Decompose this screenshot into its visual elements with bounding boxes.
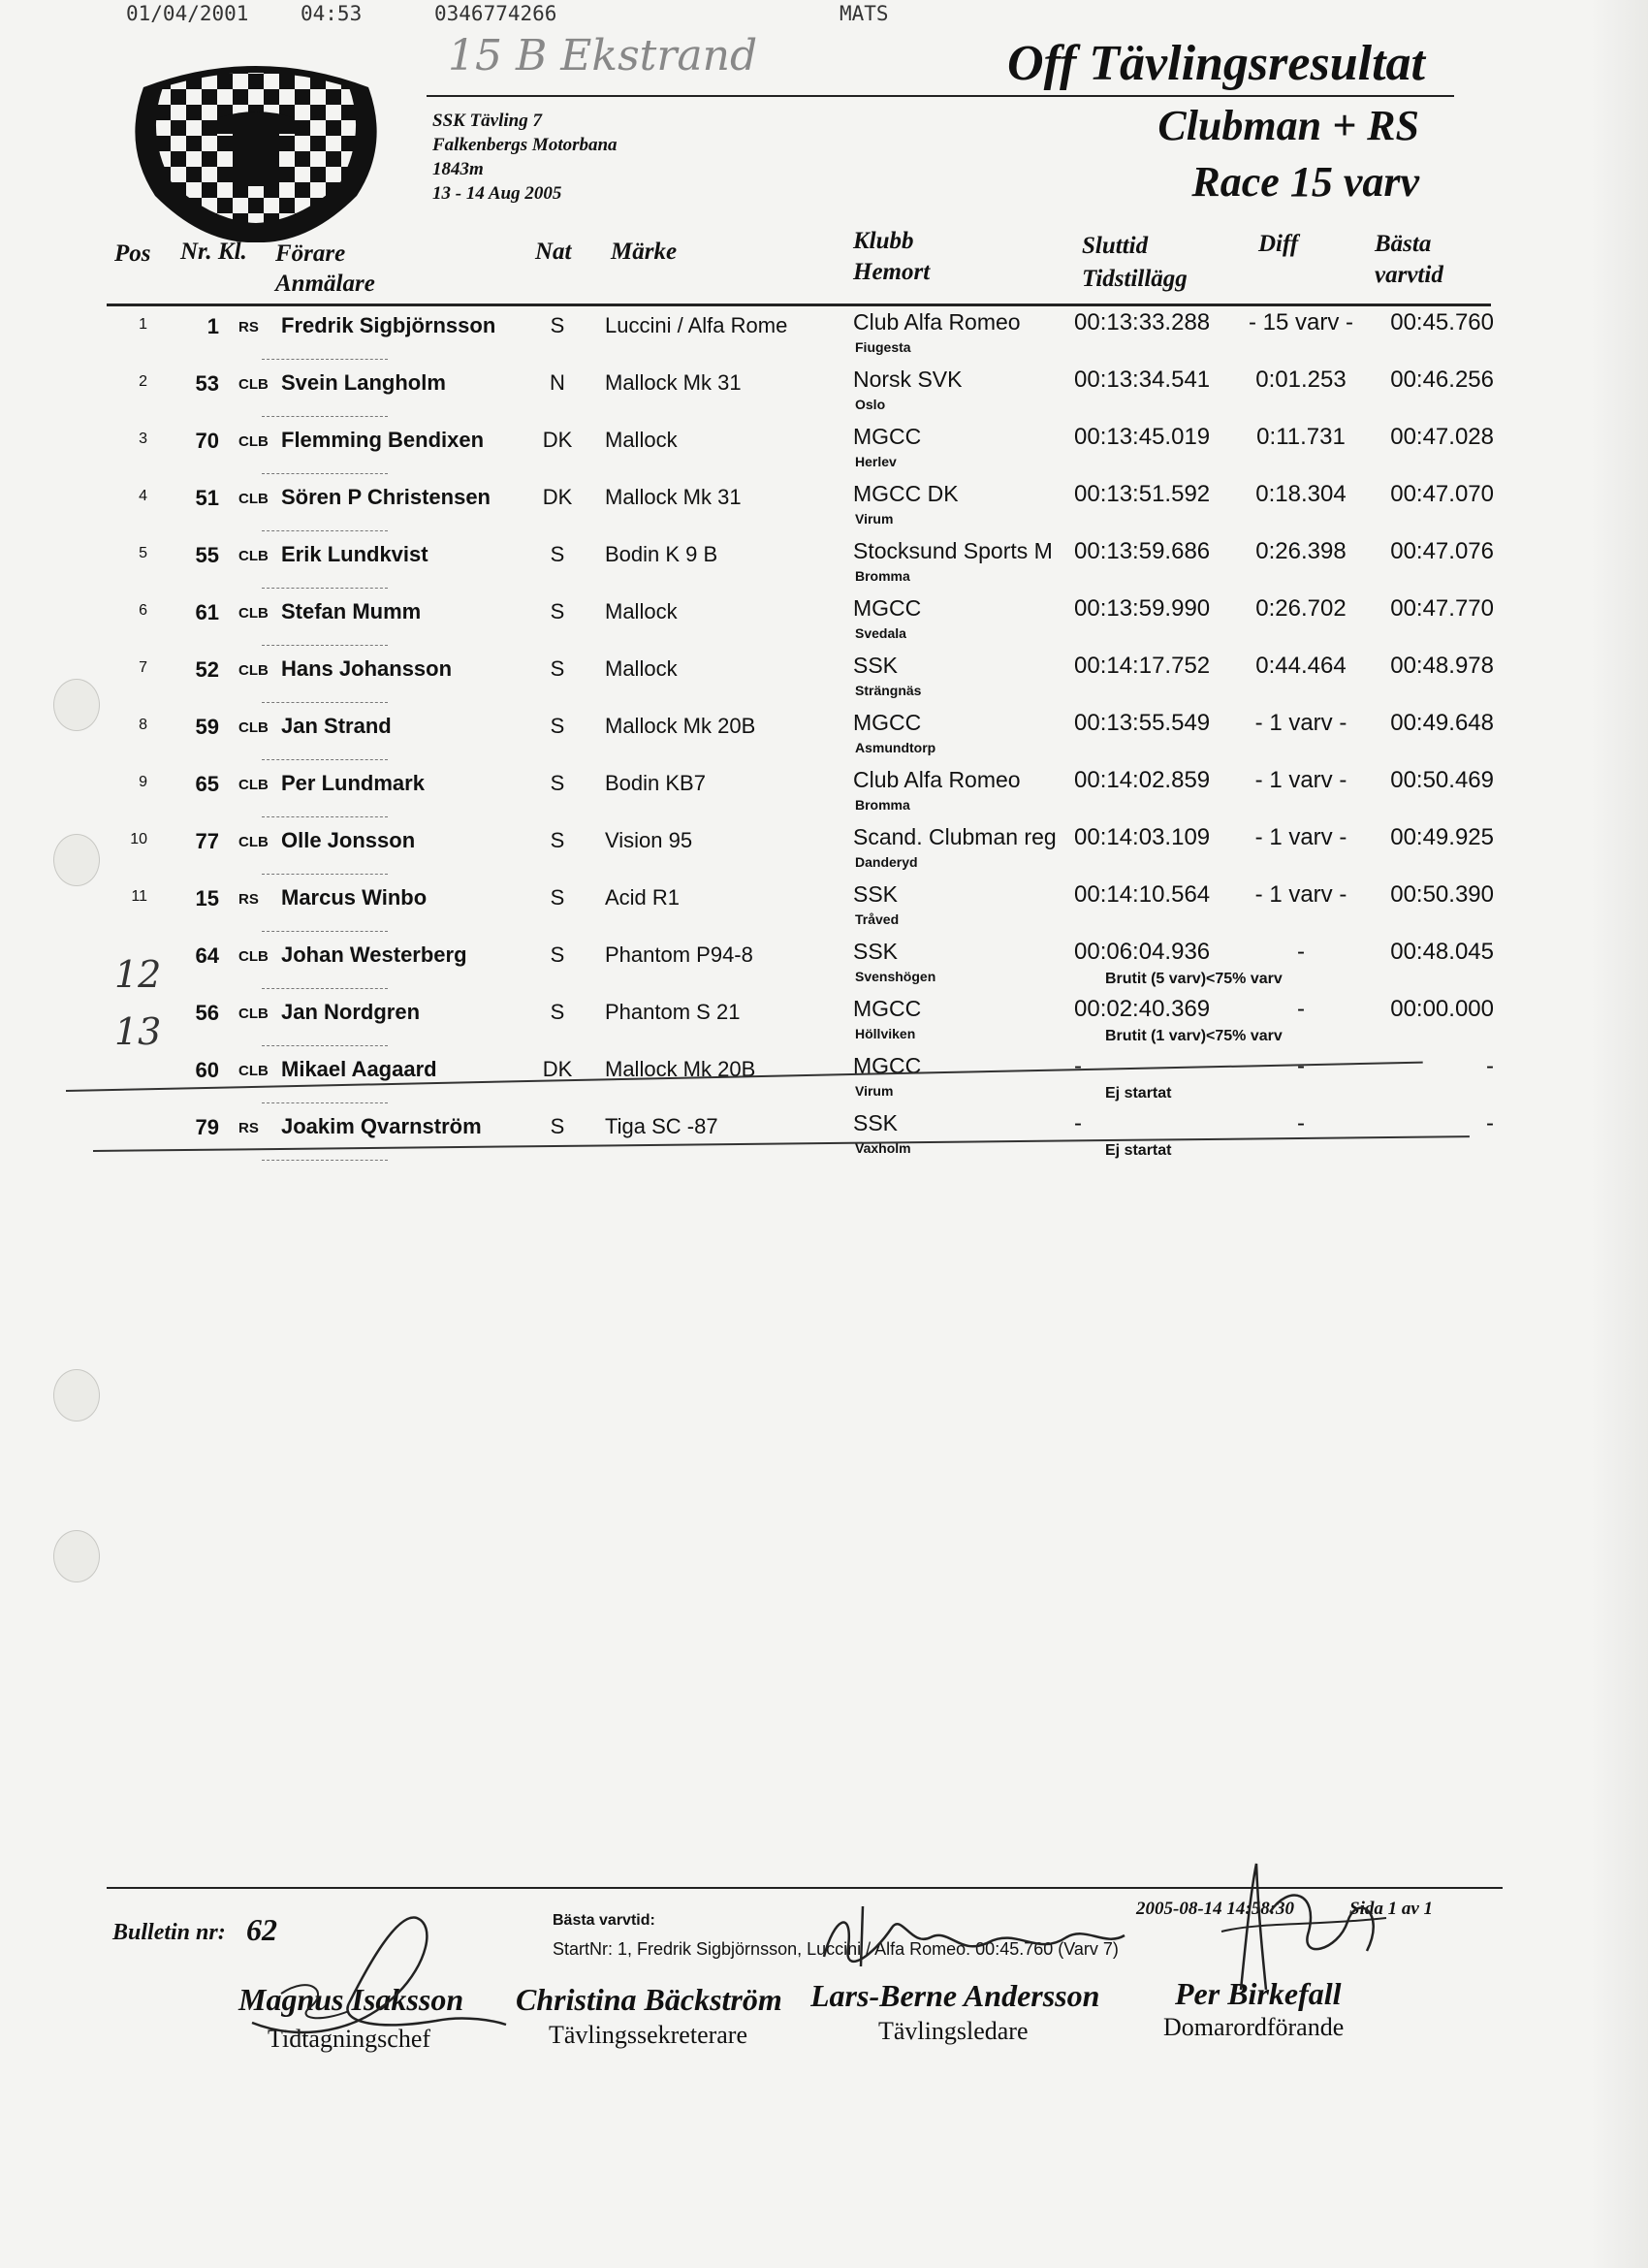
- best-lap-label: Bästa varvtid:: [553, 1912, 655, 1929]
- result-nr: 65: [195, 772, 219, 796]
- result-nat: S: [550, 313, 565, 337]
- result-club: SSK: [853, 881, 899, 907]
- result-time: 00:13:45.019: [1074, 424, 1211, 450]
- result-club: Scand. Clubman reg: [853, 824, 1057, 849]
- result-time: 00:13:34.541: [1074, 367, 1211, 393]
- official-role-1: Tidtagningschef: [268, 2025, 431, 2053]
- table-row: [0, 993, 1648, 1053]
- result-nr: 51: [195, 486, 219, 510]
- result-nat: S: [550, 885, 565, 910]
- result-pos: 3: [139, 431, 147, 447]
- result-diff: - 1 varv -: [1254, 710, 1347, 736]
- result-best-lap: 00:47.028: [1390, 424, 1494, 450]
- row-divider: [262, 1160, 388, 1161]
- col-club: Klubb: [853, 228, 914, 254]
- result-best-lap: 00:49.925: [1390, 824, 1494, 850]
- binder-hole: [53, 834, 100, 886]
- result-club: Norsk SVK: [853, 367, 963, 392]
- result-diff: 0:26.702: [1255, 595, 1347, 622]
- result-driver: Mikael Aagaard: [281, 1057, 437, 1081]
- result-home: Virum: [855, 1083, 894, 1099]
- row-divider: [262, 473, 388, 474]
- result-home: Bromma: [855, 568, 910, 584]
- result-diff: 0:26.398: [1255, 538, 1347, 564]
- result-class: CLB: [238, 662, 269, 679]
- result-club: MGCC: [853, 710, 922, 735]
- result-pos: 9: [139, 774, 147, 790]
- row-divider: [262, 416, 388, 417]
- result-diff: 0:11.731: [1256, 424, 1346, 450]
- page-indicator: Sida 1 av 1: [1349, 1899, 1434, 1919]
- print-stamp: 2005-08-14 14:58:30: [1136, 1899, 1295, 1919]
- col-nat: Nat: [535, 239, 572, 265]
- result-club: MGCC: [853, 424, 922, 449]
- official-role-4: Domarordförande: [1163, 2013, 1345, 2041]
- result-nr: 52: [195, 657, 219, 682]
- result-time: 00:13:51.592: [1074, 481, 1211, 507]
- result-make: Bodin K 9 B: [605, 542, 718, 566]
- result-time: -: [1074, 1053, 1082, 1079]
- row-divider: [262, 759, 388, 760]
- result-pos: 6: [139, 602, 147, 619]
- row-divider: [262, 1045, 388, 1046]
- result-class: CLB: [238, 1063, 269, 1079]
- result-pos: 8: [139, 717, 147, 733]
- event-track: Falkenbergs Motorbana: [432, 135, 618, 155]
- row-divider: [262, 645, 388, 646]
- result-nr: 15: [195, 886, 219, 910]
- result-best-lap: 00:49.648: [1390, 710, 1494, 736]
- result-best-lap: -: [1486, 1110, 1494, 1136]
- race-title: Race 15 varv: [1191, 158, 1419, 206]
- result-home: Herlev: [855, 454, 897, 469]
- result-club: MGCC: [853, 996, 922, 1021]
- handwritten-position: 13: [114, 1010, 162, 1053]
- result-driver: Hans Johansson: [281, 656, 453, 681]
- result-pos: 4: [139, 488, 147, 504]
- result-club: MGCC: [853, 595, 922, 621]
- result-nr: 1: [206, 314, 219, 338]
- result-nat: S: [550, 828, 565, 852]
- result-nr: 70: [195, 429, 219, 453]
- class-title: Clubman + RS: [1157, 102, 1419, 149]
- col-time-addition: Tidstillägg: [1082, 266, 1188, 292]
- result-nat: S: [550, 542, 565, 566]
- result-best-lap: -: [1486, 1053, 1494, 1079]
- result-diff: -: [1297, 996, 1305, 1022]
- signature-magnus: [242, 1906, 514, 2052]
- document-title: Off Tävlingsresultat: [1007, 36, 1425, 91]
- result-class: CLB: [238, 834, 269, 850]
- result-nr: 55: [195, 543, 219, 567]
- official-role-2: Tävlingssekreterare: [549, 2021, 748, 2049]
- best-lap-text: StartNr: 1, Fredrik Sigbjörnsson, Luccini / Alfa Romeo: 00:45.760 (Varv 7): [553, 1939, 1119, 1959]
- result-class: RS: [238, 891, 259, 908]
- result-nr: 64: [195, 943, 219, 968]
- result-nr: 77: [195, 829, 219, 853]
- result-diff: - 1 varv -: [1254, 824, 1347, 850]
- result-note: Brutit (5 varv)<75% varv: [1105, 971, 1283, 987]
- result-best-lap: 00:47.770: [1390, 595, 1494, 622]
- table-row: [0, 535, 1648, 592]
- result-make: Tiga SC -87: [605, 1114, 718, 1138]
- result-club: SSK: [853, 939, 899, 964]
- result-class: CLB: [238, 491, 269, 507]
- result-driver: Erik Lundkvist: [281, 542, 428, 566]
- fax-number: 0346774266: [434, 2, 557, 25]
- result-driver: Flemming Bendixen: [281, 428, 485, 452]
- col-time: Sluttid: [1082, 233, 1149, 259]
- result-nr: 79: [195, 1115, 219, 1139]
- table-row: [0, 306, 1648, 364]
- result-make: Mallock Mk 20B: [605, 1057, 756, 1081]
- result-home: Vaxholm: [855, 1140, 911, 1156]
- table-row: [0, 936, 1648, 996]
- result-make: Mallock Mk 31: [605, 370, 742, 395]
- result-make: Mallock: [605, 428, 678, 452]
- result-best-lap: 00:50.390: [1390, 881, 1494, 908]
- result-class: CLB: [238, 605, 269, 622]
- result-driver: Per Lundmark: [281, 771, 425, 795]
- result-pos: 5: [139, 545, 147, 561]
- bulletin-label: Bulletin nr:: [112, 1920, 226, 1945]
- result-nat: DK: [542, 485, 573, 509]
- result-best-lap: 00:48.045: [1390, 939, 1494, 965]
- result-pos: 11: [131, 888, 147, 905]
- row-divider: [262, 359, 388, 360]
- result-diff: 0:18.304: [1255, 481, 1347, 507]
- result-note: Ej startat: [1105, 1085, 1172, 1102]
- col-pos: Pos: [114, 240, 151, 267]
- result-club: SSK: [853, 1110, 899, 1135]
- result-nat: DK: [542, 1057, 573, 1081]
- result-home: Svedala: [855, 625, 906, 641]
- table-row: [0, 592, 1648, 650]
- result-home: Virum: [855, 511, 894, 527]
- result-driver: Jan Strand: [281, 714, 392, 738]
- result-best-lap: 00:45.760: [1390, 309, 1494, 335]
- result-diff: -: [1297, 1110, 1305, 1136]
- result-best-lap: 00:00.000: [1390, 996, 1494, 1022]
- official-name-4: Per Birkefall: [1175, 1976, 1342, 2011]
- result-home: Danderyd: [855, 854, 918, 870]
- official-name-2: Christina Bäckström: [516, 1982, 782, 2017]
- col-nr-kl: Nr. Kl.: [180, 239, 247, 265]
- result-home: Asmundtorp: [855, 740, 936, 755]
- result-class: CLB: [238, 719, 269, 736]
- table-row: [0, 1050, 1648, 1107]
- result-nr: 60: [195, 1058, 219, 1082]
- row-divider: [262, 588, 388, 589]
- fax-date: 01/04/2001: [126, 2, 249, 25]
- result-club: Club Alfa Romeo: [853, 309, 1021, 335]
- result-class: CLB: [238, 948, 269, 965]
- result-pos: 2: [139, 373, 147, 390]
- result-time: 00:06:04.936: [1074, 939, 1211, 965]
- result-driver: Joakim Qvarnström: [281, 1114, 482, 1138]
- result-best-lap: 00:50.469: [1390, 767, 1494, 793]
- result-diff: 0:01.253: [1255, 367, 1347, 393]
- event-dates: 13 - 14 Aug 2005: [432, 183, 562, 204]
- result-club: MGCC DK: [853, 481, 959, 506]
- fax-header: [126, 2, 1590, 27]
- result-home: Oslo: [855, 397, 886, 412]
- result-class: CLB: [238, 376, 269, 393]
- result-club: MGCC: [853, 1053, 922, 1078]
- result-nr: 61: [195, 600, 219, 624]
- result-nat: S: [550, 1000, 565, 1024]
- result-nat: S: [550, 656, 565, 681]
- result-diff: -: [1297, 939, 1305, 965]
- official-name-3: Lars-Berne Andersson: [810, 1978, 1100, 2013]
- result-home: Strängnäs: [855, 683, 922, 698]
- table-row: [0, 878, 1648, 936]
- row-divider: [262, 1102, 388, 1103]
- result-make: Mallock Mk 31: [605, 485, 742, 509]
- event-name: SSK Tävling 7: [432, 111, 542, 131]
- table-row: [0, 478, 1648, 535]
- club-logo: [124, 58, 388, 242]
- row-divider: [262, 702, 388, 703]
- result-time: 00:14:17.752: [1074, 653, 1211, 679]
- result-time: 00:13:55.549: [1074, 710, 1211, 736]
- result-home: Höllviken: [855, 1026, 916, 1041]
- result-nat: S: [550, 599, 565, 623]
- result-best-lap: 00:47.070: [1390, 481, 1494, 507]
- result-make: Phantom S 21: [605, 1000, 741, 1024]
- table-row: [0, 364, 1648, 421]
- result-class: CLB: [238, 1006, 269, 1022]
- fax-time: 04:53: [301, 2, 363, 25]
- row-divider: [262, 530, 388, 531]
- result-diff: - 1 varv -: [1254, 767, 1347, 793]
- result-nr: 53: [195, 371, 219, 396]
- col-driver: Förare: [275, 240, 346, 267]
- result-time: 00:13:59.990: [1074, 595, 1211, 622]
- result-nat: N: [550, 370, 565, 395]
- result-diff: - 15 varv -: [1248, 309, 1354, 335]
- result-pos: 10: [130, 831, 147, 847]
- result-driver: Jan Nordgren: [281, 1000, 421, 1024]
- binder-hole: [53, 1369, 100, 1421]
- result-nat: S: [550, 1114, 565, 1138]
- result-time: -: [1074, 1110, 1082, 1136]
- result-time: 00:14:02.859: [1074, 767, 1211, 793]
- result-time: 00:14:03.109: [1074, 824, 1211, 850]
- result-make: Acid R1: [605, 885, 681, 910]
- row-divider: [262, 988, 388, 989]
- result-note: Ej startat: [1105, 1142, 1172, 1159]
- col-make: Märke: [611, 239, 678, 265]
- result-driver: Svein Langholm: [281, 370, 446, 395]
- result-driver: Olle Jonsson: [281, 828, 416, 852]
- event-length: 1843m: [432, 159, 484, 179]
- result-time: 00:13:59.686: [1074, 538, 1211, 564]
- signature-per: [1202, 1854, 1396, 1999]
- table-row: [0, 707, 1648, 764]
- col-best: Bästa: [1375, 231, 1432, 257]
- result-make: Vision 95: [605, 828, 693, 852]
- result-make: Luccini / Alfa Rome: [605, 313, 788, 337]
- result-pos: 1: [139, 316, 147, 333]
- result-nat: DK: [542, 428, 573, 452]
- col-entrant: Anmälare: [275, 271, 375, 297]
- result-diff: -: [1297, 1053, 1305, 1079]
- binder-hole: [53, 1530, 100, 1582]
- title-rule: [427, 95, 1454, 97]
- result-note: Brutit (1 varv)<75% varv: [1105, 1028, 1283, 1044]
- result-class: CLB: [238, 433, 269, 450]
- handwritten-position: 12: [114, 953, 162, 996]
- result-time: 00:02:40.369: [1074, 996, 1211, 1022]
- result-club: SSK: [853, 653, 899, 678]
- row-divider: [262, 931, 388, 932]
- result-nat: S: [550, 714, 565, 738]
- result-nat: S: [550, 771, 565, 795]
- col-home: Hemort: [853, 259, 931, 285]
- event-info: [432, 109, 618, 206]
- result-driver: Marcus Winbo: [281, 885, 428, 910]
- result-home: Bromma: [855, 797, 910, 813]
- result-best-lap: 00:48.978: [1390, 653, 1494, 679]
- handwritten-note: 15 B Ekstrand: [448, 31, 758, 80]
- fax-sender: MATS: [840, 2, 889, 25]
- signature-lars-berne: [805, 1899, 1134, 1986]
- result-time: 00:13:33.288: [1074, 309, 1211, 335]
- result-home: Svenshögen: [855, 969, 936, 984]
- result-driver: Stefan Mumm: [281, 599, 422, 623]
- row-divider: [262, 816, 388, 817]
- result-driver: Sören P Christensen: [281, 485, 491, 509]
- result-driver: Fredrik Sigbjörnsson: [281, 313, 496, 337]
- result-class: CLB: [238, 777, 269, 793]
- result-home: Tråved: [855, 911, 900, 927]
- table-row: [0, 764, 1648, 821]
- row-divider: [262, 874, 388, 875]
- table-row: [0, 650, 1648, 707]
- result-diff: - 1 varv -: [1254, 881, 1347, 908]
- result-class: CLB: [238, 548, 269, 564]
- result-driver: Johan Westerberg: [281, 942, 467, 967]
- result-club: Club Alfa Romeo: [853, 767, 1021, 792]
- result-best-lap: 00:47.076: [1390, 538, 1494, 564]
- result-make: Mallock: [605, 656, 678, 681]
- col-diff: Diff: [1258, 231, 1299, 257]
- bulletin-number: 62: [246, 1912, 277, 1947]
- result-nr: 56: [195, 1001, 219, 1025]
- table-row: [0, 421, 1648, 478]
- results-table: [0, 306, 1648, 1165]
- result-class: RS: [238, 319, 259, 335]
- result-make: Bodin KB7: [605, 771, 706, 795]
- result-home: Fiugesta: [855, 339, 911, 355]
- result-make: Mallock Mk 20B: [605, 714, 756, 738]
- col-best-sub: varvtid: [1375, 262, 1443, 288]
- table-row: [0, 821, 1648, 878]
- result-make: Mallock: [605, 599, 678, 623]
- official-role-3: Tävlingsledare: [878, 2017, 1029, 2045]
- official-name-1: Magnus Isaksson: [238, 1982, 464, 2017]
- result-time: 00:14:10.564: [1074, 881, 1211, 908]
- binder-hole: [53, 679, 100, 731]
- result-nr: 59: [195, 715, 219, 739]
- result-nat: S: [550, 942, 565, 967]
- result-make: Phantom P94-8: [605, 942, 753, 967]
- result-class: RS: [238, 1120, 259, 1136]
- result-club: Stocksund Sports M: [853, 538, 1053, 563]
- result-best-lap: 00:46.256: [1390, 367, 1494, 393]
- result-pos: 7: [139, 659, 147, 676]
- result-diff: 0:44.464: [1255, 653, 1347, 679]
